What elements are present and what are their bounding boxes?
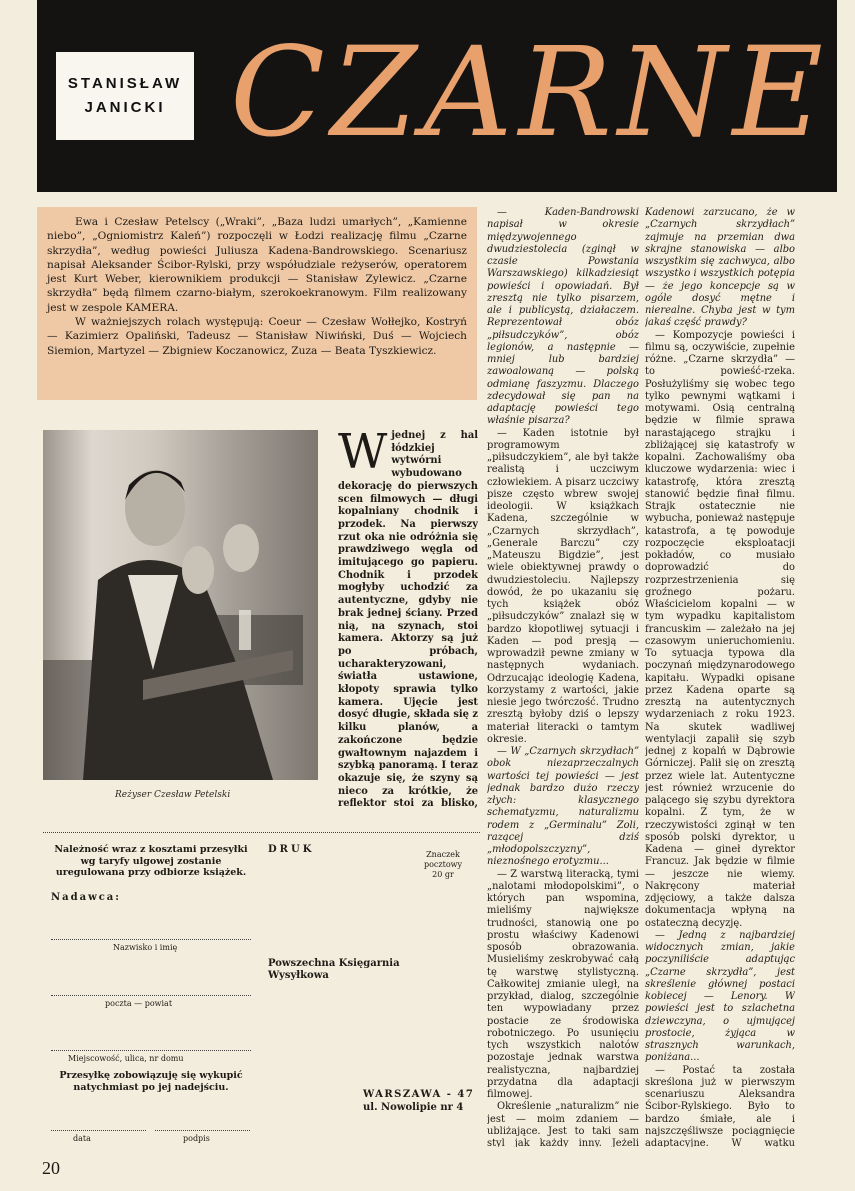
- order-form: [43, 832, 480, 1147]
- page-number: 20: [42, 1158, 60, 1178]
- postage-stamp-box: Znaczek pocztowy 20 gr: [423, 850, 463, 879]
- answer-paragraph: — Kaden istotnie był programowym „piłsudczykiem”, ale był także realistą i uczciwym człowiekiem. A pisarz uczciwy pisze często wbrew swojej ideologii. W książkach Kadena, szczególnie w „Czarnych skrzydłach”, „Generale Barczu” czy „Mateuszu Bigdzie”, jest wiele obiektywnej prawdy o dwudziestoleciu. Najlepszy dowód, że po ukazaniu się tych książek obóz „piłsudczyków” znalazł się w bardzo kłopotliwej sytuacji i Kaden — pod presją — wprowadził pewne zmiany w następnych wydaniach. Odrzucając ideologię Kadena, korzystamy z wartości, jakie niesie jego twórczość. Trudno zresztą byłoby dziś o lepszy materiał literacki o tamtym okresie.: [487, 427, 639, 745]
- signature-label: podpis: [183, 1134, 210, 1143]
- article-column-1: [338, 430, 478, 810]
- answer-paragraph: Określenie „naturalizm” nie jest — moim zdaniem — ubliżające. Jest to taki sam styl jak każdy inny. Jeżeli: [487, 1101, 639, 1147]
- photo-caption: Reżyser Czesław Petelski: [115, 790, 231, 800]
- druk-label: DRUK: [268, 844, 315, 855]
- name-line-label: Nazwisko i imię: [113, 943, 178, 952]
- director-photo: [43, 430, 318, 780]
- drop-cap: W: [338, 430, 388, 480]
- column-1-text: jednej z hal łódzkiej wytwórni wybudowano dekorację do pierwszych scen filmowych — długi kopalniany chodnik i przodek. Na pierwszy rzut oka nie odróżnia się prawdziwego węgla od imitującego go papieru. Chodnik i przodek mogłyby uchodzić za autentyczne, gdyby nie brak jednej ściany. Przed nią, na szynach, stoi kamera. Aktorzy są już po próbach, ucharakteryzowani, światła ustawione, kłopoty sprawia tylko kamera. Ujęcie jest dosyć długie, składa się z kilku planów, a zakończone będzie gwałtownym najazdem i szybką panoramą. I teraz okazuje się, że szyny są nieco za krótkie, że reflektor stoi za blisko,: [338, 430, 478, 810]
- author-box: [56, 52, 194, 140]
- intro-paragraph: Ewa i Czesław Petelscy („Wraki”, „Baza ludzi umarłych”, „Kamienne niebo”, „Ogniomistrz Kaleń”) rozpoczęli w Łodzi realizację filmu „Czarne skrzydła”, według powieści Juliusza Kadena-Bandrowskiego. Scenariusz napisał Aleksander Ścibor-Rylski, przy współudziale reżyserów, operatorem jest Kurt Weber, kierownikiem produkcji — Stanisław Zylewicz. „Czarne skrzydła” będą filmem czarno-białym, szerokoekranowym. Film realizowany jest w zespole KAMERA.: [47, 216, 467, 314]
- author-first-name: STANISŁAW: [67, 75, 183, 92]
- question-paragraph: — Kaden-Bandrowski napisał w okresie międzywojennego dwudziestolecia (zginął w czasie Powstania Warszawskiego) kilkadziesiąt powieści i opowiadań. Był zresztą nie tylko pisarzem, ale i publicystą, działaczem. Reprezentował obóz „piłsudczyków”, obóz legionów, a następnie — mniej lub bardziej zawoalowaną — polską odmianę faszyzmu. Dlaczego zdecydował się pan na adaptację powieści tego właśnie pisarza?: [487, 207, 639, 427]
- article-column-2: [487, 207, 639, 1147]
- form-cut-line: [43, 832, 480, 833]
- intro-box: [37, 207, 477, 400]
- intro-cast-paragraph: W ważniejszych rolach występują: Coeur — Czesław Wołłejko, Kostryń — Kazimierz Opaliński, Tadeusz — Stanisław Niwiński, Duś — Wojciech Siemion, Martyzel — Zbigniew Koczanowicz, Zuza — Beata Tyszkiewicz.: [47, 316, 467, 357]
- author-last-name: JANICKI: [84, 99, 166, 116]
- purchase-pledge: Przesyłkę zobowiązuję się wykupić natychmiast po jej nadejściu.: [59, 1070, 243, 1093]
- signature-line[interactable]: [155, 1130, 250, 1131]
- address-line-label: Miejscowość, ulica, nr domu: [68, 1054, 184, 1063]
- address-line[interactable]: [51, 1050, 251, 1051]
- answer-paragraph: — Kompozycje powieści i filmu są, oczywiście, zupełnie różne. „Czarne skrzydła” — to powieść-rzeka. Posłużyliśmy się wobec tego tylko pewnymi wątkami i motywami. Osią centralną będzie w filmie sprawa narastającego strajku i zbliżającej się katastrofy w kopalni. Zachowaliśmy oba kluczowe wydarzenia: wiec i katastrofę, która zresztą stanowić będzie finał filmu. Strajk ostatecznie nie wybucha, ponieważ następuje katastrofa, a tę powoduje rozpoczęcie eksploatacji pokładów, co musiało doprowadzić do rozprzestrzenienia się groźnego pożaru. Właścicielom kopalni — w tym wypadku kapitalistom francuskim — zależało na jej czasowym unieruchomieniu. To sytuacja typowa dla poczynań międzynarodowego kapitału. Wypadki opisane przez Kadena oparte są zresztą na autentycznych wydarzeniach z roku 1923. Na skutek wadliwej wentylacji zapalił się szyb jednej z kopalń w Dąbrowie Górniczej. Palił się on zresztą przez wiele lat. Autentyczne jest również wrzucenie do palącego się szybu dyrektora kopalni. Z tym, że w rzeczywistości zginął w ten sposób polski dyrektor, u Kadena — gineł dyrektor Francuz. Jak będzie w filmie — jeszcze nie wiemy. Nakręcony materiał zdjęciowy, a także dalsza dokumentacja wpłyną na ostateczną decyzję.: [645, 329, 795, 929]
- date-label: data: [73, 1134, 91, 1143]
- question-paragraph: — Jedną z najbardziej widocznych zmian, jakie poczyniliście adaptując „Czarne skrzydła”, jest skreślenie głównej postaci kobiecej — Lenory. W powieści jest to szlachetna dziewczyna, o ujmującej prostocie, żyjąca w strasznych warunkach, poniżana...: [645, 929, 795, 1064]
- answer-paragraph: — Postać ta została skreślona już w pierwszym scenariuszu Aleksandra Ścibor-Rylskiego. Było to bardzo śmiałe, ale i najszczęśliwsze pociągnięcie adaptacyjne. W wątku: [645, 1064, 795, 1147]
- question-paragraph: — W „Czarnych skrzydłach” obok niezaprzeczalnych wartości tej powieści — jest jednak bardzo dużo rzeczy złych: klasycznego schematyzmu, naturalizmu rodem z „Germinalu” Zoli, razącej dziś „młodopolszczyzny”, nieznośnego erotyzmu...: [487, 746, 639, 868]
- fee-notice: Należność wraz z kosztami przesyłki wg taryfy ulgowej zostanie uregulowana przy odbiorze książek.: [54, 844, 248, 878]
- district-line-label: poczta — powiat: [105, 999, 173, 1008]
- date-line[interactable]: [51, 1130, 146, 1131]
- recipient-name: Powszechna Księgarnia Wysyłkowa: [268, 958, 400, 981]
- recipient-street: ul. Nowolipie nr 4: [363, 1102, 464, 1113]
- article-column-3: [645, 207, 795, 1147]
- question-paragraph: Kadenowi zarzucano, że w „Czarnych skrzydłach” zajmuje na przemian dwa skrajne stanowiska — albo wszystkim się zachwyca, albo wszystko i wszystkich potępia — że jego koncepcje są w ogóle dosyć mętne i nierealne. Chyba jest w tym jakaś część prawdy?: [645, 207, 795, 329]
- recipient-city: WARSZAWA - 47: [363, 1089, 475, 1100]
- name-line[interactable]: [51, 939, 251, 940]
- article-title: CZARNE: [230, 21, 829, 165]
- sender-label: Nadawca:: [51, 892, 121, 903]
- answer-paragraph: — Z warstwą literacką, tymi „nalotami młodopolskimi”, o których pan wspomina, mieliśmy największe trudności, stanowią one po prostu właściwy Kadenowi sposób obrazowania. Musieliśmy zeskrobywać całą tę warstwę stylistyczną. Całkowitej zmianie uległ, na przykład, dialog, szczególnie ten wypowiadany przez postacie ze środowiska robotniczego. Po usunięciu tych wszystkich nalotów pozostaje jednak warstwa realistyczna, najbardziej przydatna dla adaptacji filmowej.: [487, 868, 639, 1100]
- district-line[interactable]: [51, 995, 251, 996]
